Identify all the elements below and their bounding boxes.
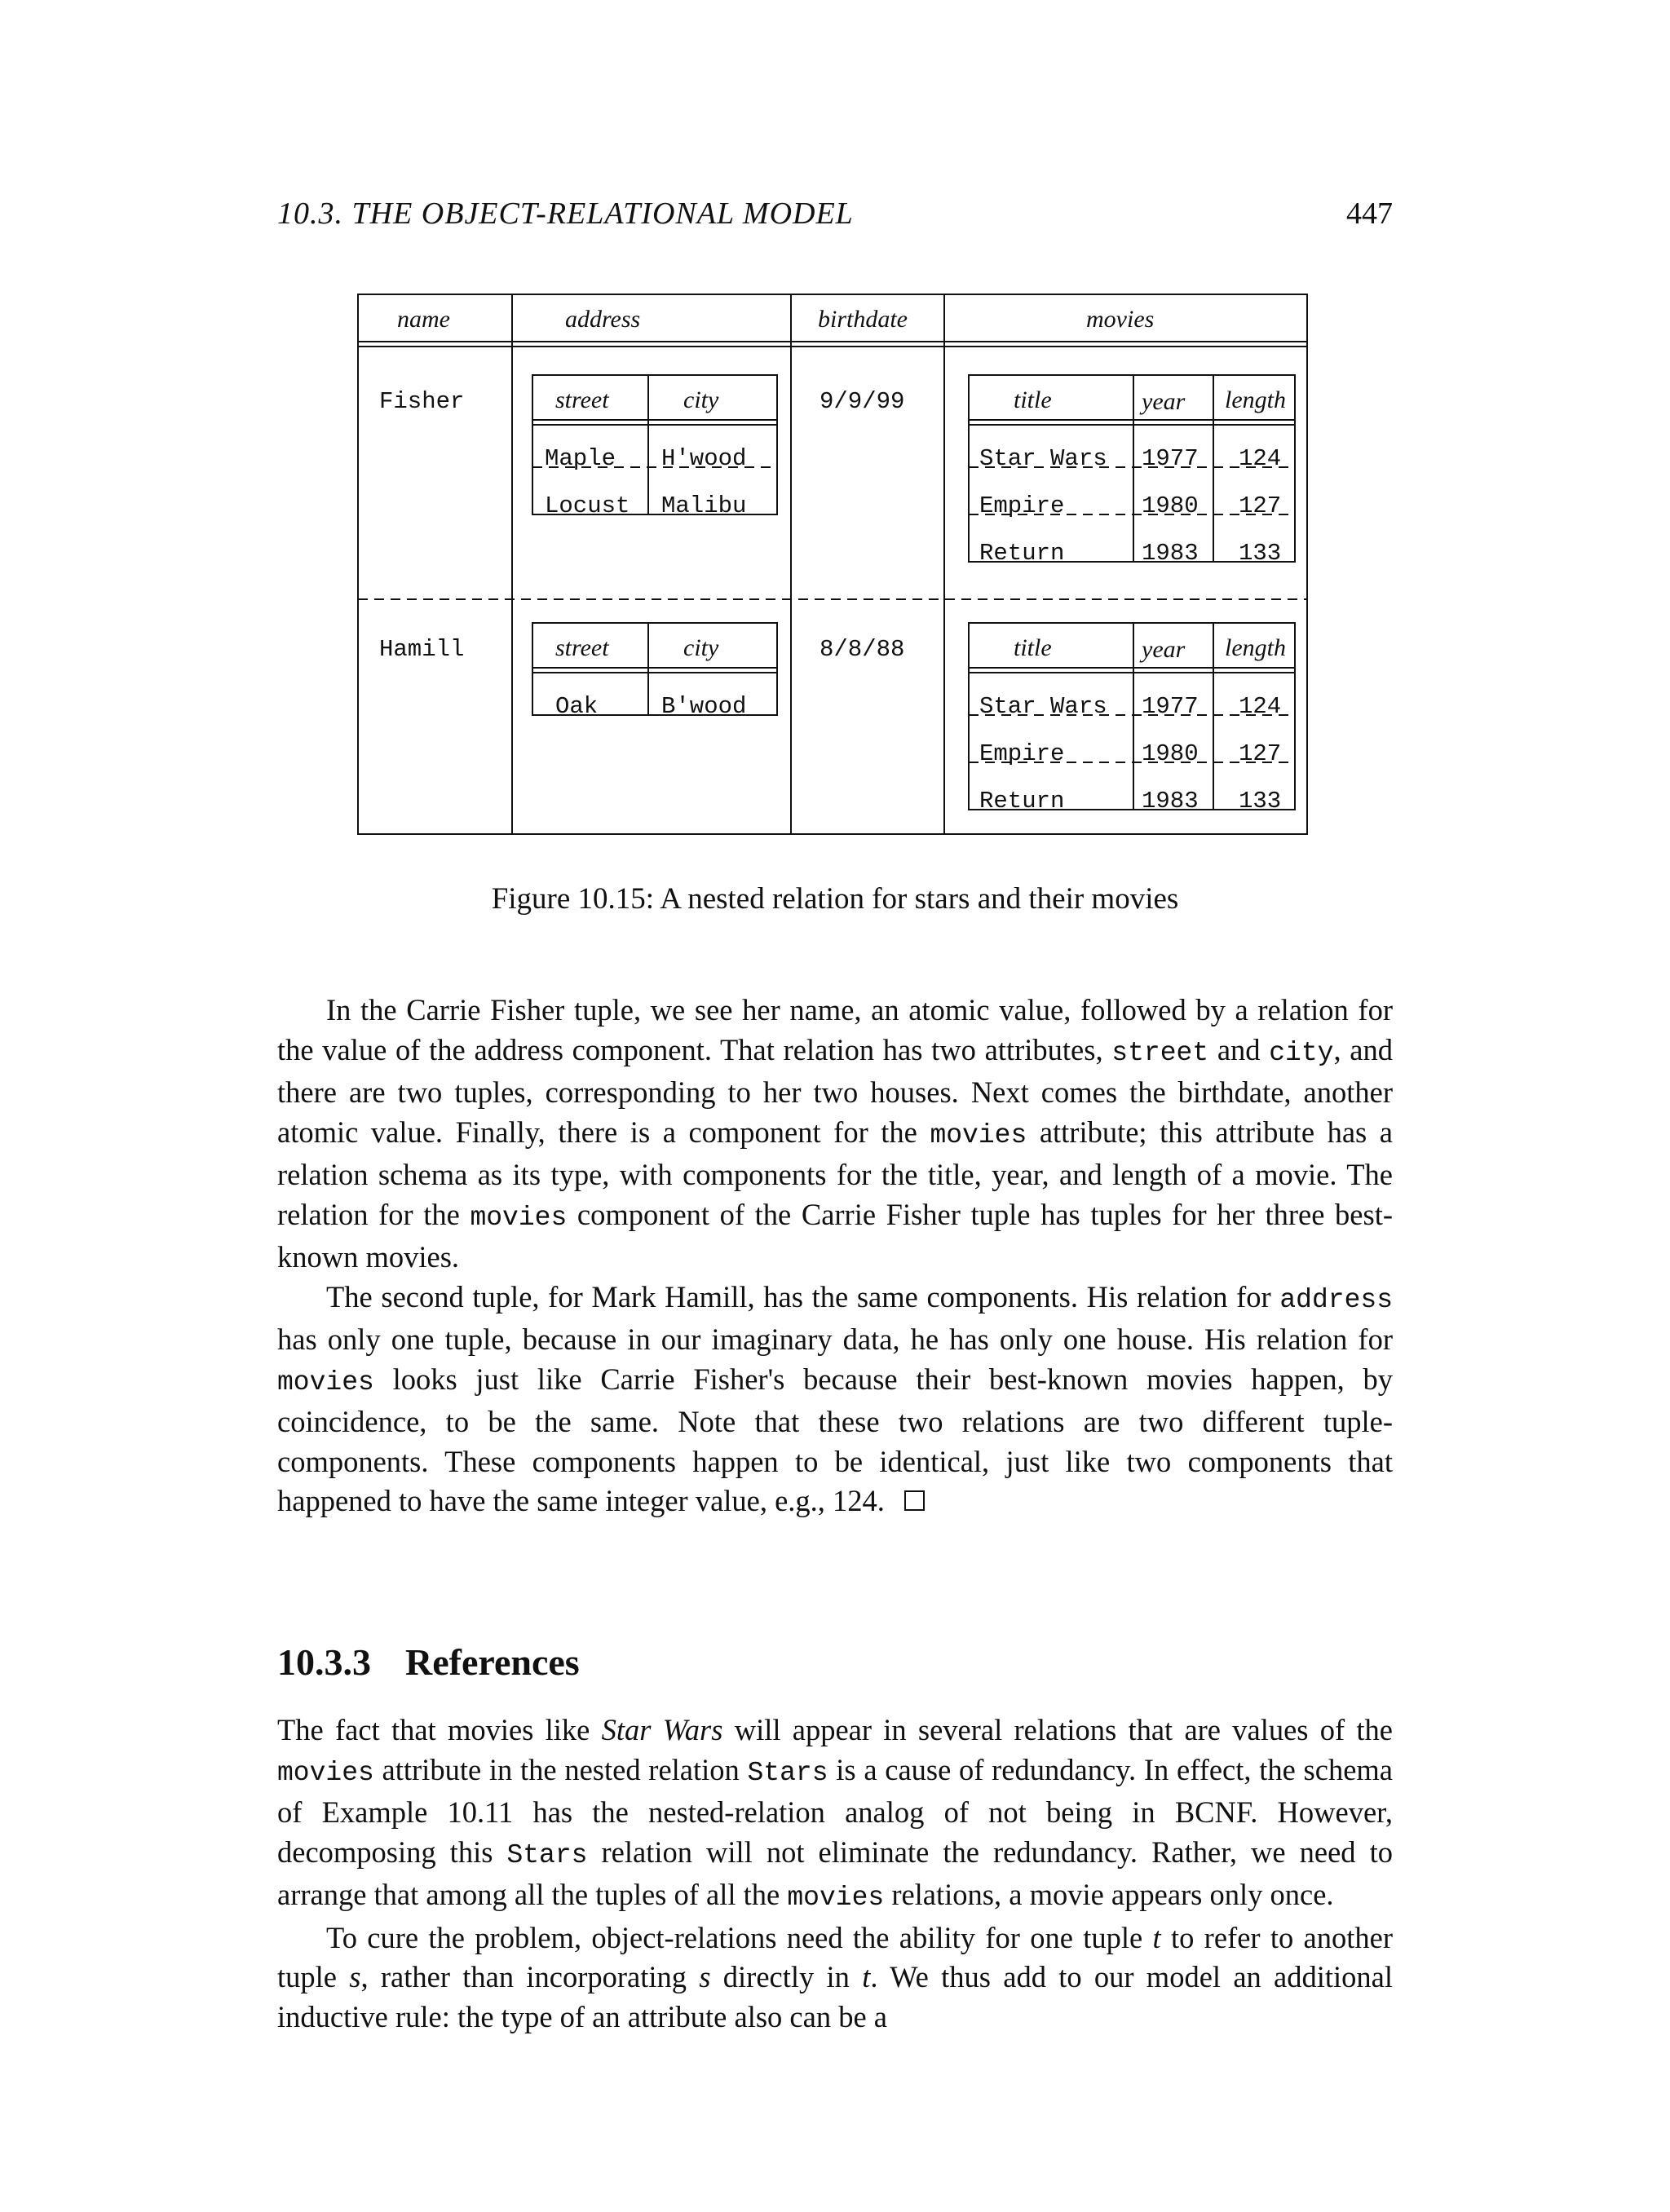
t1-movies-year-header: year — [1142, 388, 1186, 415]
t1-movie-2-title: Empire — [979, 492, 1065, 519]
figure-caption: Figure 10.15: A nested relation for stars and their movies — [491, 882, 1179, 916]
t1-movie-1-year: 1977 — [1142, 445, 1199, 472]
t2-address-city-header: city — [683, 634, 719, 661]
body-text-lower — [277, 1711, 1393, 2037]
t1-movie-2-year: 1980 — [1142, 492, 1199, 519]
col-header-movies: movies — [1086, 306, 1155, 333]
paragraph-3: The fact that movies like Star Wars will appear in several relations that are values of the movies attribute in the nested relation Stars is a cause of redundancy. In effect, the schema of Example 10.11 has the nested-relation analog of not being in BCNF. However, decomposing this Stars relation will not eliminate the redundancy. Rather, we need to arrange that among all the tuples of all the movies relations, a movie appears only once. — [277, 1713, 1394, 1913]
t1-movie-3-year: 1983 — [1142, 540, 1199, 567]
t2-addr-1-city: B'wood — [661, 693, 747, 720]
t2-movie-3-title: Return — [979, 788, 1065, 815]
t1-movies-title-header: title — [1014, 386, 1052, 413]
t2-movies-title-header: title — [1014, 634, 1052, 661]
body-text-upper — [277, 991, 1393, 1521]
section-title: References — [405, 1641, 580, 1683]
t1-addr-1-city: H'wood — [661, 445, 747, 472]
t1-movie-3-length: 133 — [1239, 540, 1282, 567]
page-header — [277, 196, 1393, 245]
tuple-2-name: Hamill — [379, 636, 465, 663]
t2-movie-1-title: Star Wars — [979, 693, 1107, 720]
t1-movie-1-title: Star Wars — [979, 445, 1107, 472]
tuple-1-name: Fisher — [379, 388, 465, 415]
t1-addr-1-street: Maple — [545, 445, 616, 472]
t2-movie-2-length: 127 — [1239, 740, 1282, 767]
col-header-birthdate: birthdate — [818, 306, 908, 333]
col-header-name: name — [397, 306, 450, 333]
nested-relation-figure — [357, 294, 1308, 835]
t1-address-street-header: street — [555, 386, 609, 413]
col-header-address: address — [565, 306, 641, 333]
t2-movie-2-title: Empire — [979, 740, 1065, 767]
t1-movie-2-length: 127 — [1239, 492, 1282, 519]
t2-movie-1-year: 1977 — [1142, 693, 1199, 720]
t2-movie-3-length: 133 — [1239, 788, 1282, 815]
running-title: 10.3. THE OBJECT-RELATIONAL MODEL — [277, 196, 854, 231]
t2-address-street-header: street — [555, 634, 609, 661]
t1-movies-length-header: length — [1225, 386, 1286, 413]
t1-movie-3-title: Return — [979, 540, 1065, 567]
t1-addr-2-street: Locust — [545, 492, 630, 519]
t2-movie-2-year: 1980 — [1142, 740, 1199, 767]
t1-address-city-header: city — [683, 386, 719, 413]
section-heading — [277, 1640, 580, 1684]
t2-movie-1-length: 124 — [1239, 693, 1282, 720]
paragraph-1: In the Carrie Fisher tuple, we see her name, an atomic value, followed by a relation for the value of the address component. That relation has two attributes, street and city, and there are two tuples, corresponding to her two houses. Next comes the birthdate, another atomic value. Finally, there is a component for the movies attribute; this attribute has a relation schema as its type, with components for the title, year, and length of a movie. The relation for the movies component of the Carrie Fisher tuple has tuples for her three best-known movies. — [277, 993, 1393, 1274]
tuple-1-birthdate: 9/9/99 — [820, 388, 905, 415]
t1-movie-1-length: 124 — [1239, 445, 1282, 472]
t2-movie-3-year: 1983 — [1142, 788, 1199, 815]
page-number: 447 — [1346, 196, 1393, 231]
paragraph-4: To cure the problem, object-relations need the ability for one tuple t to refer to another tuple s, rather than incorporating s directly in t. We thus add to our model an additional inductive rule: the type of an attribute also can be a — [277, 1920, 1394, 2033]
t2-movies-length-header: length — [1225, 634, 1286, 661]
t1-addr-2-city: Malibu — [661, 492, 747, 519]
t2-movies-year-header: year — [1142, 636, 1186, 663]
section-number: 10.3.3 — [277, 1641, 371, 1683]
paragraph-2: The second tuple, for Mark Hamill, has the same components. His relation for address has only one tuple, because in our imaginary data, he has only one house. His relation for movies looks just like Carrie Fisher's because their best-known movies happen, by coincidence, to be the same. Note that these two relations are two different tuple-components. These components happen to be identical, just like two components that happened to have the same integer value, e.g., 124. — [277, 1279, 1393, 1517]
t2-addr-1-street: Oak — [555, 693, 599, 720]
end-of-example-box — [904, 1490, 925, 1511]
tuple-2-birthdate: 8/8/88 — [820, 636, 905, 663]
